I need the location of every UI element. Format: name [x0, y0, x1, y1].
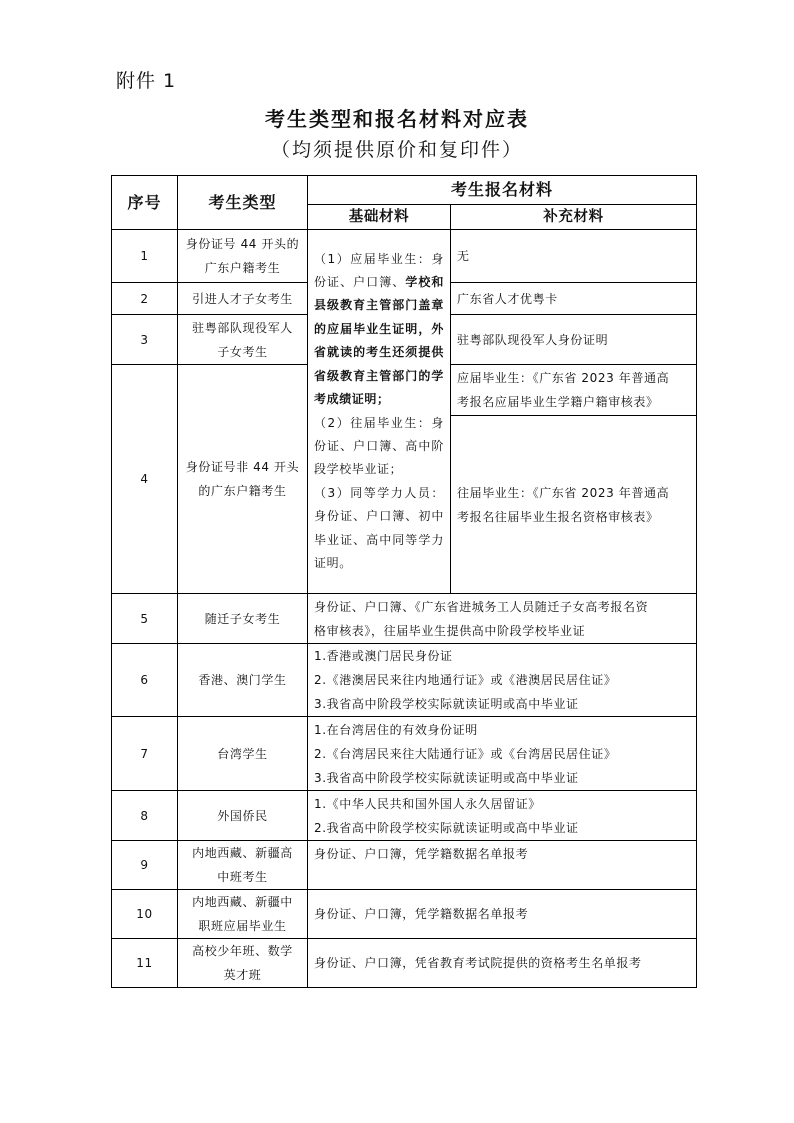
material-line: 2.《台湾居民来往大陆通行证》或《台湾居民居住证》 — [314, 746, 617, 761]
type-line: 英才班 — [223, 968, 262, 982]
basic-p2-text: （2）往届毕业生：身份证、户口簿、高中阶段学校毕业证； — [314, 415, 444, 477]
row-materials — [308, 791, 697, 841]
material-line: 1.在台湾居住的有效身份证明 — [314, 722, 478, 737]
material-line: 1.《中华人民共和国外国人永久居留证》 — [314, 796, 541, 811]
row-materials: 身份证、户口簿，凭学籍数据名单报考 — [308, 890, 697, 939]
type-line: 职班应届毕业生 — [198, 919, 287, 933]
type-line: 的广东户籍考生 — [198, 484, 287, 498]
row-seq: 5 — [112, 594, 178, 644]
supp-past-graduates — [451, 416, 696, 593]
type-line: 中班考生 — [217, 870, 268, 884]
page-subtitle: （均须提供原价和复印件） — [270, 139, 523, 161]
supp-line: 考报名往届毕业生报名资格审核表》 — [457, 509, 659, 524]
row-seq: 1 — [112, 230, 178, 283]
materials-table — [111, 175, 697, 988]
row-supplementary: 驻粤部队现役军人身份证明 — [451, 315, 697, 365]
table-row — [112, 230, 697, 283]
row-type — [178, 315, 308, 365]
type-line: 驻粤部队现役军人 — [192, 320, 293, 335]
row-seq: 8 — [112, 791, 178, 841]
table-row — [112, 717, 697, 791]
row-type — [178, 890, 308, 939]
header-materials: 考生报名材料 — [308, 176, 697, 205]
basic-p1-text: （1）应届毕业生：身份证、户口簿、 — [314, 251, 444, 290]
material-line: 格审核表》，往届毕业生提供高中阶段学校毕业证 — [314, 623, 586, 638]
row-materials: 身份证、户口簿，凭学籍数据名单报考 — [308, 841, 697, 890]
supp-line: 往届毕业生：《广东省 2023 年普通高 — [457, 485, 670, 500]
row-type — [178, 939, 308, 988]
row-type — [178, 230, 308, 283]
row-seq: 3 — [112, 315, 178, 365]
table-row — [112, 594, 697, 644]
row-seq: 7 — [112, 717, 178, 791]
type-line: 子女考生 — [217, 344, 268, 359]
table-row — [112, 890, 697, 939]
row-supplementary: 无 — [451, 230, 697, 283]
row-materials — [308, 717, 697, 791]
supp-line: 应届毕业生：《广东省 2023 年普通高 — [457, 371, 670, 385]
material-line: 2.《港澳居民来往内地通行证》或《港澳居民居住证》 — [314, 673, 617, 687]
row-type: 香港、澳门学生 — [178, 644, 308, 717]
row-type: 引进人才子女考生 — [178, 283, 308, 315]
basic-materials-shared — [308, 230, 451, 594]
type-line: 广东户籍考生 — [204, 261, 281, 275]
material-line: 1.香港或澳门居民身份证 — [314, 649, 453, 663]
row-type — [178, 841, 308, 890]
row-seq: 9 — [112, 841, 178, 890]
row-seq: 4 — [112, 365, 178, 594]
row-seq: 2 — [112, 283, 178, 315]
row-materials — [308, 594, 697, 644]
supp-current-graduates — [451, 365, 696, 416]
table-row — [112, 791, 697, 841]
material-line: 3.我省高中阶段学校实际就读证明或高中毕业证 — [314, 697, 579, 711]
header-supplementary: 补充材料 — [451, 205, 697, 230]
header-seq: 序号 — [112, 176, 178, 230]
type-line: 内地西藏、新疆中 — [192, 895, 293, 909]
row-type: 随迁子女考生 — [178, 594, 308, 644]
type-line: 身份证号 44 开头的 — [185, 237, 300, 251]
row-seq: 10 — [112, 890, 178, 939]
row-supplementary: 广东省人才优粤卡 — [451, 283, 697, 315]
row-type: 外国侨民 — [178, 791, 308, 841]
row-materials — [308, 644, 697, 717]
row-type — [178, 365, 308, 594]
row-seq: 6 — [112, 644, 178, 717]
type-line: 身份证号非 44 开头 — [185, 460, 300, 474]
material-line: 身份证、户口簿、《广东省进城务工人员随迁子女高考报名资 — [314, 599, 649, 614]
row-type: 台湾学生 — [178, 717, 308, 791]
header-basic: 基础材料 — [308, 205, 451, 230]
type-line: 高校少年班、数学 — [192, 944, 293, 958]
material-line: 3.我省高中阶段学校实际就读证明或高中毕业证 — [314, 770, 579, 785]
header-type: 考生类型 — [178, 176, 308, 230]
basic-p1-bold: 学校和县级教育主管部门盖章的应届毕业生证明，外省就读的考生还须提供省级教育主管部门的学考成绩证明； — [314, 275, 444, 407]
basic-p3-text: （3）同等学力人员：身份证、户口簿、初中毕业证、高中同等学力证明。 — [314, 485, 444, 570]
page-title: 考生类型和报名材料对应表 — [265, 107, 529, 131]
table-row — [112, 841, 697, 890]
row-seq: 11 — [112, 939, 178, 988]
material-line: 2.我省高中阶段学校实际就读证明或高中毕业证 — [314, 820, 579, 835]
supp-line: 考报名应届毕业生学籍户籍审核表》 — [457, 395, 659, 409]
row-materials: 身份证、户口簿，凭省教育考试院提供的资格考生名单报考 — [308, 939, 697, 988]
attachment-label: 附件 1 — [116, 70, 177, 92]
header-row — [112, 176, 697, 205]
table-row — [112, 644, 697, 717]
type-line: 内地西藏、新疆高 — [192, 846, 293, 860]
table-row — [112, 939, 697, 988]
row-supplementary-split — [451, 365, 697, 594]
